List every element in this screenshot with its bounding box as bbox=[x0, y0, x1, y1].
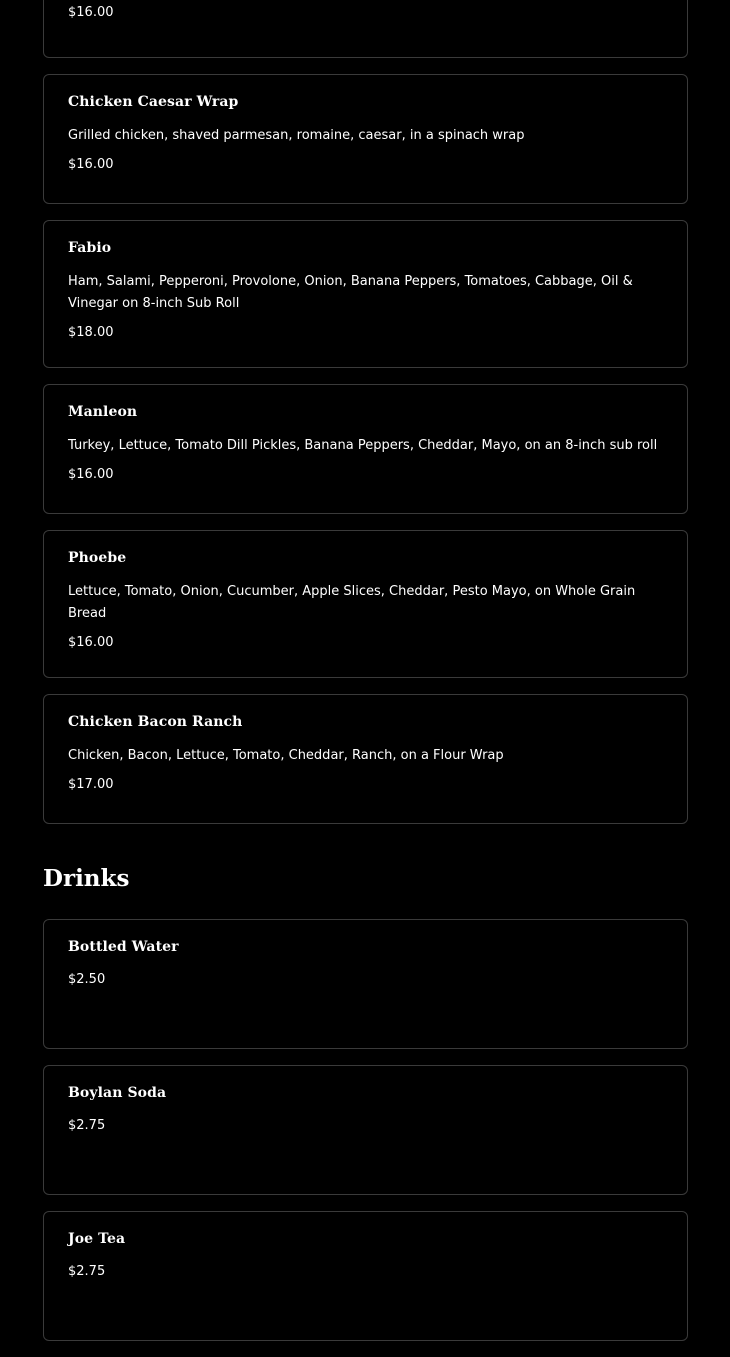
menu-item-card[interactable] bbox=[43, 0, 688, 58]
menu-item-card[interactable] bbox=[43, 919, 688, 1049]
menu-item-price: $2.75 bbox=[68, 1264, 106, 1279]
menu-item-price: $16.00 bbox=[68, 157, 114, 172]
menu-item-description: Lettuce, Tomato, Onion, Cucumber, Apple Slices, Cheddar, Pesto Mayo, on Whole Grain Bread bbox=[68, 584, 636, 621]
menu-item-name: Joe Tea bbox=[68, 1231, 126, 1247]
menu-item-card[interactable] bbox=[43, 74, 688, 204]
menu-item-card[interactable] bbox=[43, 384, 688, 514]
menu-item-name: Fabio bbox=[68, 240, 112, 256]
menu-item-name: Chicken Caesar Wrap bbox=[68, 94, 239, 110]
menu-item-price: $16.00 bbox=[68, 5, 114, 20]
menu-item-price: $2.50 bbox=[68, 972, 106, 987]
menu-item-card[interactable] bbox=[43, 220, 688, 368]
menu-page bbox=[43, 0, 688, 1357]
menu-item-name: Bottled Water bbox=[68, 939, 179, 955]
menu-item-price: $18.00 bbox=[68, 325, 114, 340]
menu-item-name: Phoebe bbox=[68, 550, 127, 566]
menu-item-price: $2.75 bbox=[68, 1118, 106, 1133]
menu-item-description: Grilled chicken, shaved parmesan, romaine, caesar, in a spinach wrap bbox=[68, 128, 525, 143]
menu-item-card[interactable] bbox=[43, 1211, 688, 1341]
menu-item-card[interactable] bbox=[43, 694, 688, 824]
menu-item-description: Turkey, Lettuce, Tomato Dill Pickles, Banana Peppers, Cheddar, Mayo, on an 8-inch sub roll bbox=[68, 438, 658, 453]
menu-item-price: $16.00 bbox=[68, 467, 114, 482]
menu-item-name: Boylan Soda bbox=[68, 1085, 167, 1101]
menu-item-card[interactable] bbox=[43, 530, 688, 678]
menu-item-name: Manleon bbox=[68, 404, 138, 420]
menu-item-name: Chicken Bacon Ranch bbox=[68, 714, 243, 730]
section-title-drinks: Drinks bbox=[43, 865, 130, 892]
menu-item-card[interactable] bbox=[43, 1065, 688, 1195]
menu-item-price: $16.00 bbox=[68, 635, 114, 650]
menu-item-price: $17.00 bbox=[68, 777, 114, 792]
menu-item-description: Ham, Salami, Pepperoni, Provolone, Onion, Banana Peppers, Tomatoes, Cabbage, Oil & Vinegar on 8-inch Sub Roll bbox=[68, 274, 633, 311]
menu-item-description: Chicken, Bacon, Lettuce, Tomato, Cheddar, Ranch, on a Flour Wrap bbox=[68, 748, 504, 763]
